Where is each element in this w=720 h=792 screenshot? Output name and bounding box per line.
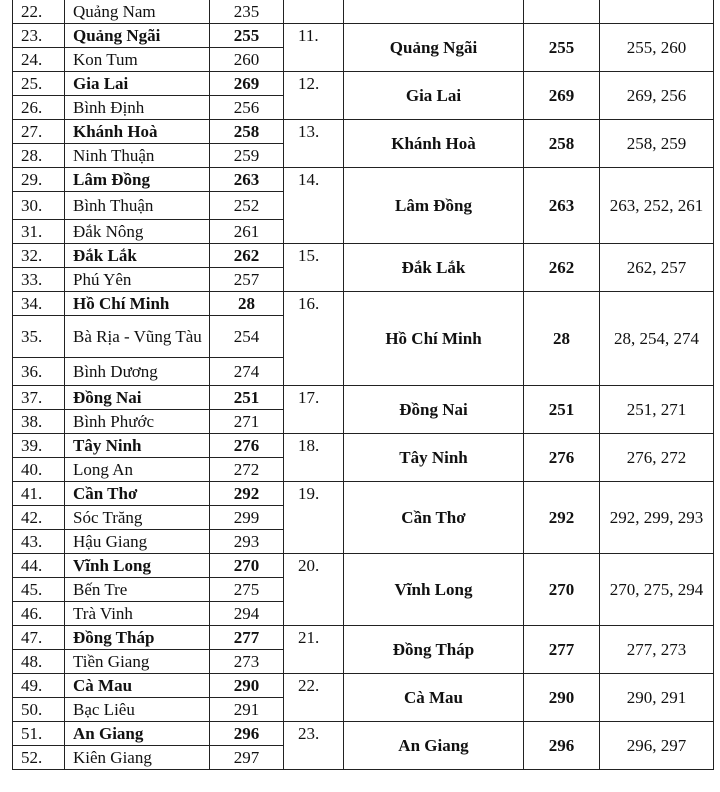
row-number: 12. (284, 72, 344, 120)
table-row (284, 386, 714, 434)
row-number: 44. (13, 554, 65, 578)
merged-province-code: 296 (524, 722, 600, 770)
province-name: Sóc Trăng (65, 506, 210, 530)
row-number: 51. (13, 722, 65, 746)
blank-cell (284, 0, 344, 24)
table-row (13, 244, 284, 268)
license-plate-codes: 28, 254, 274 (600, 292, 714, 386)
table-row (284, 482, 714, 554)
merged-province-name: Quảng Ngãi (344, 24, 524, 72)
province-name: Hồ Chí Minh (65, 292, 210, 316)
row-number: 28. (13, 144, 65, 168)
table-row (284, 244, 714, 292)
merged-province-code: 277 (524, 626, 600, 674)
row-number: 50. (13, 698, 65, 722)
province-code: 276 (210, 434, 284, 458)
province-code: 254 (210, 316, 284, 358)
province-name: Lâm Đồng (65, 168, 210, 192)
row-number: 22. (284, 674, 344, 722)
table-row (13, 358, 284, 386)
table-row (13, 698, 284, 722)
province-code: 290 (210, 674, 284, 698)
merged-province-code: 292 (524, 482, 600, 554)
table-row (284, 72, 714, 120)
province-name: Quảng Ngãi (65, 24, 210, 48)
province-code: 28 (210, 292, 284, 316)
row-number: 47. (13, 626, 65, 650)
table-row (13, 0, 284, 24)
row-number: 14. (284, 168, 344, 244)
merged-province-code: 251 (524, 386, 600, 434)
table-row (13, 144, 284, 168)
table-row (13, 292, 284, 316)
province-code: 277 (210, 626, 284, 650)
province-code: 270 (210, 554, 284, 578)
table-row (13, 506, 284, 530)
province-code: 258 (210, 120, 284, 144)
row-number: 26. (13, 96, 65, 120)
row-number: 34. (13, 292, 65, 316)
table-row (13, 626, 284, 650)
row-number: 41. (13, 482, 65, 506)
row-number: 15. (284, 244, 344, 292)
row-number: 32. (13, 244, 65, 268)
merged-province-code: 262 (524, 244, 600, 292)
table-row (13, 746, 284, 770)
province-name: An Giang (65, 722, 210, 746)
old-provinces-table (12, 0, 284, 770)
license-plate-codes: 292, 299, 293 (600, 482, 714, 554)
table-row (13, 72, 284, 96)
table-row (13, 674, 284, 698)
row-number: 40. (13, 458, 65, 482)
table-row (13, 530, 284, 554)
merged-province-name: Đồng Tháp (344, 626, 524, 674)
province-name: Gia Lai (65, 72, 210, 96)
province-code: 296 (210, 722, 284, 746)
blank-cell (524, 0, 600, 24)
row-number: 16. (284, 292, 344, 386)
row-number: 45. (13, 578, 65, 602)
province-name: Cà Mau (65, 674, 210, 698)
blank-row (284, 0, 714, 24)
province-name: Bà Rịa - Vũng Tàu (65, 316, 210, 358)
merged-province-name: An Giang (344, 722, 524, 770)
province-code: 291 (210, 698, 284, 722)
province-name: Bình Phước (65, 410, 210, 434)
row-number: 30. (13, 192, 65, 220)
table-row (13, 458, 284, 482)
province-code: 275 (210, 578, 284, 602)
table-row (13, 602, 284, 626)
table-row (13, 482, 284, 506)
table-row (13, 316, 284, 358)
merged-province-code: 255 (524, 24, 600, 72)
province-name: Đồng Nai (65, 386, 210, 410)
table-row (284, 24, 714, 72)
province-name: Đồng Tháp (65, 626, 210, 650)
table-row (13, 24, 284, 48)
license-plate-codes: 258, 259 (600, 120, 714, 168)
province-name: Kiên Giang (65, 746, 210, 770)
province-code: 235 (210, 0, 284, 24)
table-row (13, 48, 284, 72)
merged-province-code: 276 (524, 434, 600, 482)
merged-province-name: Khánh Hoà (344, 120, 524, 168)
license-plate-codes: 263, 252, 261 (600, 168, 714, 244)
row-number: 49. (13, 674, 65, 698)
merged-province-name: Đồng Nai (344, 386, 524, 434)
row-number: 18. (284, 434, 344, 482)
license-plate-codes: 276, 272 (600, 434, 714, 482)
merged-province-code: 269 (524, 72, 600, 120)
license-plate-codes: 269, 256 (600, 72, 714, 120)
row-number: 48. (13, 650, 65, 674)
province-code: 257 (210, 268, 284, 292)
province-name: Ninh Thuận (65, 144, 210, 168)
row-number: 38. (13, 410, 65, 434)
province-code: 299 (210, 506, 284, 530)
province-code: 273 (210, 650, 284, 674)
province-name: Trà Vinh (65, 602, 210, 626)
merged-province-name: Đắk Lắk (344, 244, 524, 292)
table-row (13, 268, 284, 292)
table-row (13, 192, 284, 220)
row-number: 33. (13, 268, 65, 292)
province-name: Khánh Hoà (65, 120, 210, 144)
table-row (284, 626, 714, 674)
province-code: 274 (210, 358, 284, 386)
province-name: Bình Thuận (65, 192, 210, 220)
license-plate-codes: 262, 257 (600, 244, 714, 292)
province-name: Tây Ninh (65, 434, 210, 458)
row-number: 21. (284, 626, 344, 674)
table-row (13, 578, 284, 602)
license-plate-codes: 296, 297 (600, 722, 714, 770)
table-row (284, 434, 714, 482)
blank-cell (344, 0, 524, 24)
row-number: 20. (284, 554, 344, 626)
row-number: 52. (13, 746, 65, 770)
province-name: Long An (65, 458, 210, 482)
license-plate-codes: 255, 260 (600, 24, 714, 72)
province-code: 251 (210, 386, 284, 410)
license-plate-codes: 270, 275, 294 (600, 554, 714, 626)
province-name: Tiền Giang (65, 650, 210, 674)
license-plate-codes: 251, 271 (600, 386, 714, 434)
province-name: Đắk Nông (65, 220, 210, 244)
table-row (13, 410, 284, 434)
merged-province-name: Gia Lai (344, 72, 524, 120)
merged-province-name: Cà Mau (344, 674, 524, 722)
province-name: Kon Tum (65, 48, 210, 72)
province-name: Cần Thơ (65, 482, 210, 506)
license-plate-codes: 290, 291 (600, 674, 714, 722)
table-row (13, 96, 284, 120)
table-row (13, 168, 284, 192)
province-code: 292 (210, 482, 284, 506)
merged-province-code: 28 (524, 292, 600, 386)
merged-province-name: Lâm Đồng (344, 168, 524, 244)
table-row (284, 674, 714, 722)
province-name: Bến Tre (65, 578, 210, 602)
table-row (13, 554, 284, 578)
province-name: Hậu Giang (65, 530, 210, 554)
table-row (284, 120, 714, 168)
row-number: 46. (13, 602, 65, 626)
table-row (284, 554, 714, 626)
table-row (13, 650, 284, 674)
province-name: Phú Yên (65, 268, 210, 292)
merged-province-name: Hồ Chí Minh (344, 292, 524, 386)
row-number: 25. (13, 72, 65, 96)
row-number: 22. (13, 0, 65, 24)
merged-province-code: 263 (524, 168, 600, 244)
row-number: 39. (13, 434, 65, 458)
merged-provinces-table (283, 0, 714, 770)
province-code: 294 (210, 602, 284, 626)
row-number: 17. (284, 386, 344, 434)
province-name: Bình Định (65, 96, 210, 120)
province-code: 252 (210, 192, 284, 220)
row-number: 19. (284, 482, 344, 554)
row-number: 36. (13, 358, 65, 386)
table-row (284, 292, 714, 386)
row-number: 27. (13, 120, 65, 144)
province-name: Bình Dương (65, 358, 210, 386)
table-row (13, 120, 284, 144)
province-code: 297 (210, 746, 284, 770)
row-number: 42. (13, 506, 65, 530)
province-name: Quảng Nam (65, 0, 210, 24)
merged-province-code: 258 (524, 120, 600, 168)
province-name: Vĩnh Long (65, 554, 210, 578)
row-number: 11. (284, 24, 344, 72)
row-number: 35. (13, 316, 65, 358)
row-number: 31. (13, 220, 65, 244)
province-code: 259 (210, 144, 284, 168)
province-code: 272 (210, 458, 284, 482)
province-code: 260 (210, 48, 284, 72)
table-row (284, 722, 714, 770)
row-number: 37. (13, 386, 65, 410)
merged-province-name: Tây Ninh (344, 434, 524, 482)
merged-province-name: Cần Thơ (344, 482, 524, 554)
province-name: Đắk Lắk (65, 244, 210, 268)
license-plate-codes: 277, 273 (600, 626, 714, 674)
province-code: 261 (210, 220, 284, 244)
province-name: Bạc Liêu (65, 698, 210, 722)
province-code: 262 (210, 244, 284, 268)
table-row (13, 386, 284, 410)
province-code: 271 (210, 410, 284, 434)
province-code: 293 (210, 530, 284, 554)
table-row (13, 220, 284, 244)
table-row (13, 722, 284, 746)
row-number: 23. (284, 722, 344, 770)
row-number: 23. (13, 24, 65, 48)
row-number: 13. (284, 120, 344, 168)
blank-cell (600, 0, 714, 24)
merged-province-code: 270 (524, 554, 600, 626)
province-code: 256 (210, 96, 284, 120)
row-number: 24. (13, 48, 65, 72)
row-number: 43. (13, 530, 65, 554)
row-number: 29. (13, 168, 65, 192)
province-code: 269 (210, 72, 284, 96)
merged-province-code: 290 (524, 674, 600, 722)
merged-province-name: Vĩnh Long (344, 554, 524, 626)
province-code: 263 (210, 168, 284, 192)
table-row (284, 168, 714, 244)
province-code: 255 (210, 24, 284, 48)
table-row (13, 434, 284, 458)
